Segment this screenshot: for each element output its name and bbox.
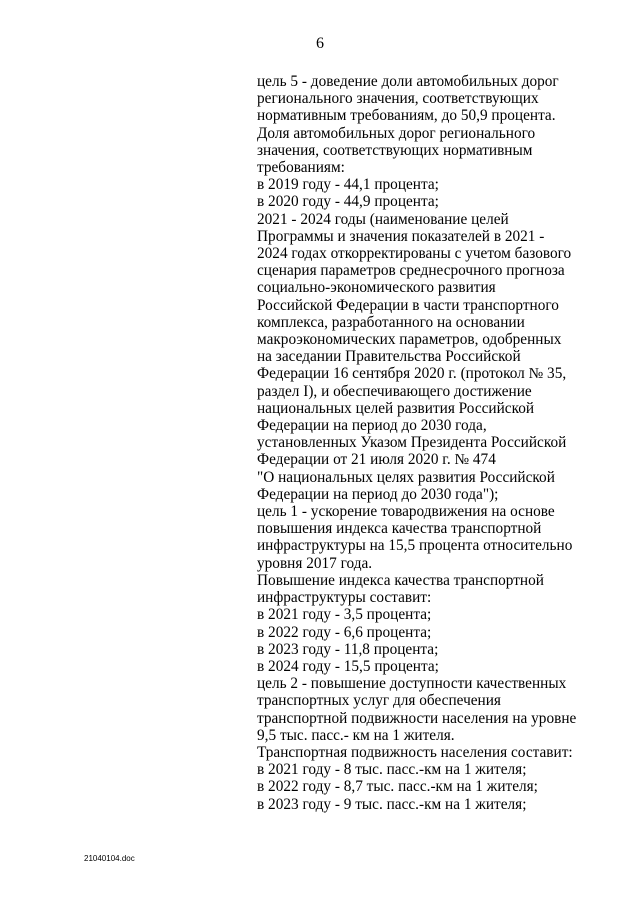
text-line: на заседании Правительства Российской bbox=[257, 348, 521, 366]
text-line: в 2021 году - 8 тыс. пасс.-км на 1 жителя; bbox=[257, 761, 527, 779]
page-number: 6 bbox=[316, 35, 324, 52]
text-line: инфраструктуры на 15,5 процента относительно bbox=[257, 537, 573, 555]
document-filename: 21040104.doc bbox=[84, 854, 135, 863]
text-line: цель 2 - повышение доступности качественных bbox=[257, 675, 567, 693]
text-line: регионального значения, соответствующих bbox=[257, 90, 539, 108]
text-line: значения, соответствующих нормативным bbox=[257, 141, 533, 159]
text-line: в 2022 году - 6,6 процента; bbox=[257, 623, 432, 641]
text-line: в 2019 году - 44,1 процента; bbox=[257, 176, 439, 194]
text-line: установленных Указом Президента Российской bbox=[257, 434, 567, 452]
text-line: требованиям: bbox=[257, 159, 345, 177]
text-line: Российской Федерации в части транспортного bbox=[257, 296, 559, 314]
text-line: транспортных услуг для обеспечения bbox=[257, 692, 501, 710]
text-line: в 2021 году - 3,5 процента; bbox=[257, 606, 432, 624]
text-line: 2024 годах откорректированы с учетом базового bbox=[257, 245, 572, 263]
text-line: нормативным требованиям, до 50,9 процента. bbox=[257, 107, 556, 125]
text-line: Повышение индекса качества транспортной bbox=[257, 571, 544, 589]
text-line: Федерации на период до 2030 года"); bbox=[257, 485, 499, 503]
text-line: в 2023 году - 9 тыс. пасс.-км на 1 жителя; bbox=[257, 795, 527, 813]
text-line: макроэкономических параметров, одобренных bbox=[257, 331, 562, 349]
text-line: Программы и значения показателей в 2021 - bbox=[257, 227, 545, 245]
text-line: комплекса, разработанного на основании bbox=[257, 313, 525, 331]
text-line: национальных целей развития Российской bbox=[257, 399, 535, 417]
text-line: раздел I), и обеспечивающего достижение bbox=[257, 382, 532, 400]
text-line: 9,5 тыс. пасс.- км на 1 жителя. bbox=[257, 726, 455, 744]
text-line: Федерации 16 сентября 2020 г. (протокол № 35, bbox=[257, 365, 567, 383]
text-line: цель 1 - ускорение товародвижения на основе bbox=[257, 503, 555, 521]
text-line: Доля автомобильных дорог регионального bbox=[257, 124, 536, 142]
text-line: Транспортная подвижность населения составит: bbox=[257, 743, 573, 761]
text-line: "О национальных целях развития Российской bbox=[257, 468, 555, 486]
text-line: в 2023 году - 11,8 процента; bbox=[257, 640, 439, 658]
text-line: уровня 2017 года. bbox=[257, 554, 373, 572]
text-line: Федерации на период до 2030 года, bbox=[257, 417, 487, 435]
text-line: 2021 - 2024 годы (наименование целей bbox=[257, 210, 509, 228]
text-line: в 2024 году - 15,5 процента; bbox=[257, 657, 439, 675]
text-line: социально-экономического развития bbox=[257, 279, 496, 297]
text-line: сценария параметров среднесрочного прогноза bbox=[257, 262, 565, 280]
text-line: цель 5 - доведение доли автомобильных дорог bbox=[257, 73, 559, 90]
text-line: повышения индекса качества транспортной bbox=[257, 520, 542, 538]
text-line: инфраструктуры составит: bbox=[257, 589, 432, 607]
text-line: в 2022 году - 8,7 тыс. пасс.-км на 1 жителя; bbox=[257, 778, 538, 796]
text-line: в 2020 году - 44,9 процента; bbox=[257, 193, 439, 211]
document-body bbox=[257, 73, 597, 813]
text-line: Федерации от 21 июля 2020 г. № 474 bbox=[257, 451, 496, 469]
text-line: транспортной подвижности населения на уровне bbox=[257, 709, 577, 727]
